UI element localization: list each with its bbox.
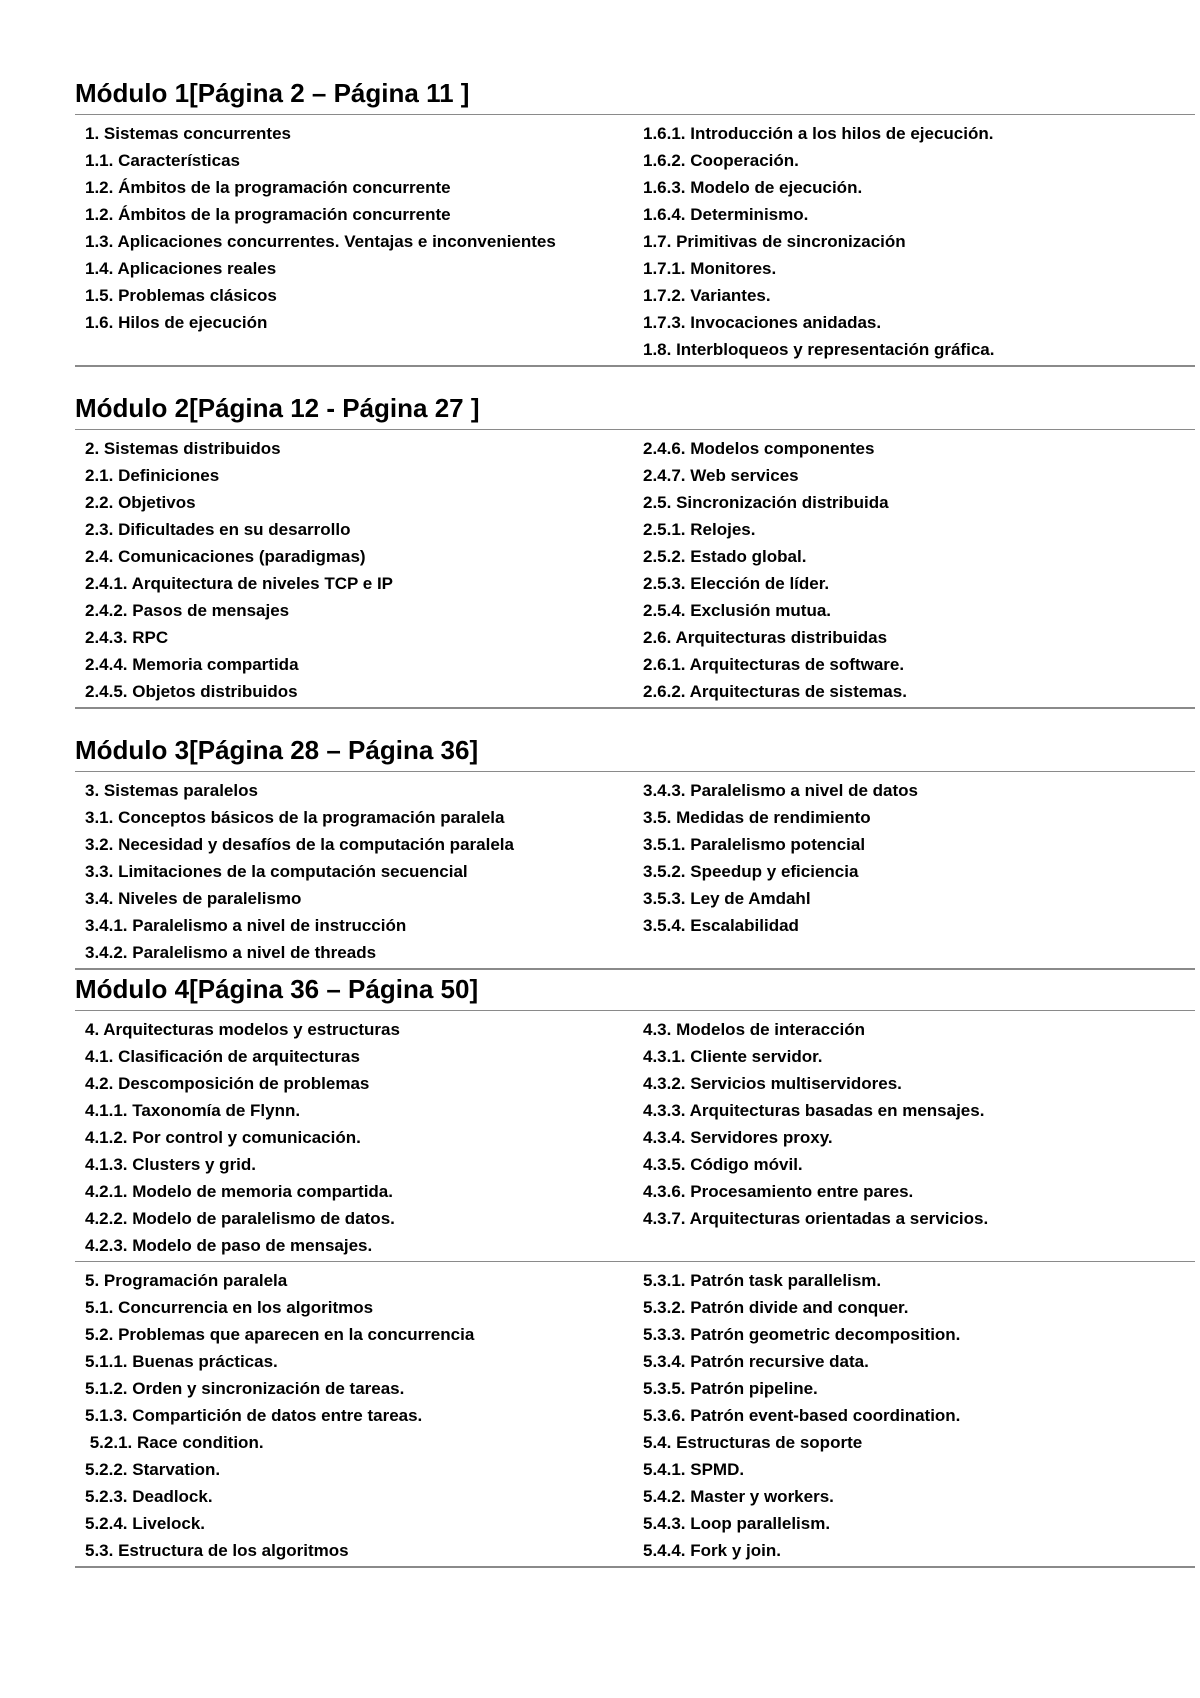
list-item: 1.6.2. Cooperación.: [643, 151, 799, 170]
list-item: 3.4. Niveles de paralelismo: [85, 889, 302, 908]
list-item: 1.6. Hilos de ejecución: [85, 313, 268, 332]
list-item: 3.4.2. Paralelismo a nivel de threads: [85, 943, 377, 962]
list-item: 3.4.3. Paralelismo a nivel de datos: [643, 781, 918, 800]
module-5-block: [75, 1262, 1195, 1568]
list-item: 2.3. Dificultades en su desarrollo: [85, 520, 351, 539]
list-item: 2.5.2. Estado global.: [643, 547, 807, 566]
list-item: 5.2. Problemas que aparecen en la concurrencia: [85, 1325, 475, 1344]
list-item: 5.3.3. Patrón geometric decomposition.: [643, 1325, 961, 1344]
list-item: 3.5. Medidas de rendimiento: [643, 808, 871, 827]
list-item: 4. Arquitecturas modelos y estructuras: [85, 1020, 400, 1039]
module-2-right-column: [643, 435, 1195, 705]
module-3-left-column: [75, 777, 643, 966]
list-item: 4.3. Modelos de interacción: [643, 1020, 866, 1039]
list-item: 5.4. Estructuras de soporte: [643, 1433, 863, 1452]
section-spacer: [75, 367, 1195, 389]
list-item: 2.1. Definiciones: [85, 466, 220, 485]
list-item: 5.4.1. SPMD.: [643, 1460, 745, 1479]
list-item: 4.3.3. Arquitecturas basadas en mensajes.: [643, 1101, 985, 1120]
list-item: 2.4. Comunicaciones (paradigmas): [85, 547, 366, 566]
list-item: 5.3.1. Patrón task parallelism.: [643, 1271, 882, 1290]
list-item: 4.3.6. Procesamiento entre pares.: [643, 1182, 914, 1201]
list-item: 2. Sistemas distribuidos: [85, 439, 281, 458]
list-item: 2.4.6. Modelos componentes: [643, 439, 875, 458]
list-item: 2.6. Arquitecturas distribuidas: [643, 628, 888, 647]
list-item: 3.1. Conceptos básicos de la programación paralela: [85, 808, 505, 827]
list-item: 5.1.1. Buenas prácticas.: [85, 1352, 278, 1371]
list-item: 3.2. Necesidad y desafíos de la computación paralela: [85, 835, 514, 854]
list-item: 4.2. Descomposición de problemas: [85, 1074, 370, 1093]
list-item: 5.4.4. Fork y join.: [643, 1541, 781, 1560]
list-item: 1.7.3. Invocaciones anidadas.: [643, 313, 882, 332]
list-item: 2.5.3. Elección de líder.: [643, 574, 830, 593]
list-item: 4.1.1. Taxonomía de Flynn.: [85, 1101, 301, 1120]
module-1-left-column: [75, 120, 643, 363]
list-item: 3.5.2. Speedup y eficiencia: [643, 862, 859, 881]
list-item: 2.4.4. Memoria compartida: [85, 655, 299, 674]
list-item: 4.1.3. Clusters y grid.: [85, 1155, 257, 1174]
list-item: 4.3.5. Código móvil.: [643, 1155, 803, 1174]
module-1-right-column: [643, 120, 1195, 363]
list-item: 2.4.1. Arquitectura de niveles TCP e IP: [85, 574, 394, 593]
list-item: 1.6.4. Determinismo.: [643, 205, 809, 224]
list-item: 5.3.4. Patrón recursive data.: [643, 1352, 869, 1371]
module-5-left-column: [75, 1267, 643, 1564]
list-item: 4.2.3. Modelo de paso de mensajes.: [85, 1236, 373, 1255]
list-item: 1.6.3. Modelo de ejecución.: [643, 178, 863, 197]
module-4-left-column: [75, 1016, 643, 1259]
list-item: 1.4. Aplicaciones reales: [85, 259, 277, 278]
list-item: 4.3.4. Servidores proxy.: [643, 1128, 833, 1147]
list-item: 4.1.2. Por control y comunicación.: [85, 1128, 361, 1147]
list-item: 2.2. Objetivos: [85, 493, 196, 512]
list-item: 5.4.3. Loop parallelism.: [643, 1514, 831, 1533]
list-item: 1.7. Primitivas de sincronización: [643, 232, 906, 251]
list-item: 5.2.2. Starvation.: [85, 1460, 221, 1479]
list-item: 1.7.2. Variantes.: [643, 286, 771, 305]
list-item: 4.3.7. Arquitecturas orientadas a servicios.: [643, 1209, 989, 1228]
list-item: 3.3. Limitaciones de la computación secuencial: [85, 862, 468, 881]
list-item: 1.2. Ámbitos de la programación concurrente: [85, 178, 451, 197]
module-2-block: [75, 429, 1195, 709]
list-item: 2.4.5. Objetos distribuidos: [85, 682, 298, 701]
list-item: 4.1. Clasificación de arquitecturas: [85, 1047, 360, 1066]
module-4-right-column: [643, 1016, 1195, 1259]
module-4-block: [75, 1010, 1195, 1262]
list-item: 1.7.1. Monitores.: [643, 259, 777, 278]
list-item: 5. Programación paralela: [85, 1271, 288, 1290]
list-item: 5.3. Estructura de los algoritmos: [85, 1541, 349, 1560]
list-item: 3.5.3. Ley de Amdahl: [643, 889, 811, 908]
syllabus-document: [75, 74, 1195, 1568]
list-item: 2.4.7. Web services: [643, 466, 799, 485]
list-item: 3.5.1. Paralelismo potencial: [643, 835, 866, 854]
module-2-title: Módulo 2[Página 12 - Página 27 ]: [75, 393, 480, 423]
list-item: 5.1.2. Orden y sincronización de tareas.: [85, 1379, 405, 1398]
list-item: 4.3.2. Servicios multiservidores.: [643, 1074, 902, 1093]
module-2-left-column: [75, 435, 643, 705]
list-item: 5.4.2. Master y workers.: [643, 1487, 834, 1506]
list-item: 1.1. Características: [85, 151, 240, 170]
list-item: 2.4.2. Pasos de mensajes: [85, 601, 290, 620]
module-1-title: Módulo 1[Página 2 – Página 11 ]: [75, 78, 470, 108]
list-item: 3.4.1. Paralelismo a nivel de instrucción: [85, 916, 407, 935]
module-1-block: [75, 114, 1195, 367]
list-item: 5.2.3. Deadlock.: [85, 1487, 213, 1506]
list-item: 1.3. Aplicaciones concurrentes. Ventajas e inconvenientes: [85, 232, 556, 251]
list-item: 4.2.2. Modelo de paralelismo de datos.: [85, 1209, 395, 1228]
list-item: 1. Sistemas concurrentes: [85, 124, 291, 143]
module-3-block: [75, 771, 1195, 970]
list-item: 5.2.1. Race condition.: [85, 1433, 264, 1452]
module-3-right-column: [643, 777, 1195, 966]
list-item: 1.6.1. Introducción a los hilos de ejecución.: [643, 124, 994, 143]
list-item: 1.2. Ámbitos de la programación concurrente: [85, 205, 451, 224]
list-item: 1.5. Problemas clásicos: [85, 286, 277, 305]
list-item: 1.8. Interbloqueos y representación gráfica.: [643, 340, 995, 359]
module-3-title: Módulo 3[Página 28 – Página 36]: [75, 735, 479, 765]
list-item: 5.1.3. Compartición de datos entre tareas.: [85, 1406, 423, 1425]
list-item: 2.5.4. Exclusión mutua.: [643, 601, 832, 620]
list-item: 5.3.5. Patrón pipeline.: [643, 1379, 818, 1398]
module-4-title: Módulo 4[Página 36 – Página 50]: [75, 974, 479, 1004]
list-item: 2.4.3. RPC: [85, 628, 169, 647]
list-item: 2.6.1. Arquitecturas de software.: [643, 655, 905, 674]
section-spacer: [75, 709, 1195, 731]
list-item: 5.3.2. Patrón divide and conquer.: [643, 1298, 909, 1317]
module-5-right-column: [643, 1267, 1195, 1564]
list-item: 2.6.2. Arquitecturas de sistemas.: [643, 682, 907, 701]
list-item: 4.3.1. Cliente servidor.: [643, 1047, 823, 1066]
list-item: 3.5.4. Escalabilidad: [643, 916, 799, 935]
list-item: 3. Sistemas paralelos: [85, 781, 258, 800]
list-item: 2.5.1. Relojes.: [643, 520, 756, 539]
list-item: 5.3.6. Patrón event-based coordination.: [643, 1406, 961, 1425]
list-item: 2.5. Sincronización distribuida: [643, 493, 889, 512]
list-item: 5.2.4. Livelock.: [85, 1514, 206, 1533]
list-item: 5.1. Concurrencia en los algoritmos: [85, 1298, 374, 1317]
list-item: 4.2.1. Modelo de memoria compartida.: [85, 1182, 393, 1201]
